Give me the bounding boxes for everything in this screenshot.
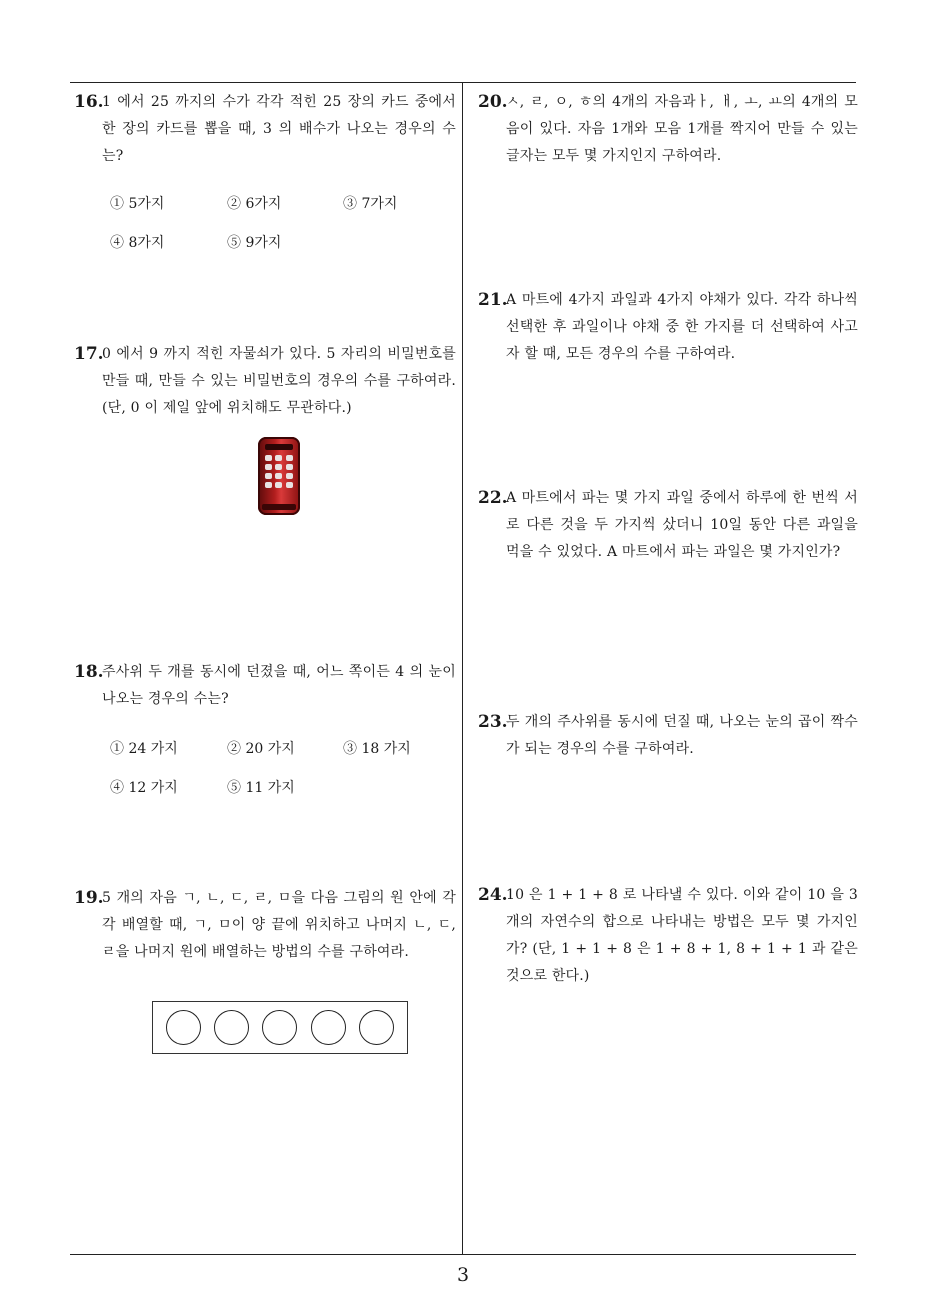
- choice-3[interactable]: ③ 7가지: [343, 196, 398, 212]
- circle-slot: [359, 1010, 394, 1045]
- choice-1[interactable]: ① 5가지: [110, 196, 165, 212]
- question-text: ㅅ, ㄹ, ㅇ, ㅎ의 4개의 자음과ㅏ, ㅐ, ㅗ, ㅛ의 4개의 모음이 있다. 자음 1개와 모음 1개를 짝지어 만들 수 있는 글자는 모두 몇 가지인지 구하여라.: [506, 94, 858, 164]
- question-number: 24.: [478, 885, 508, 905]
- bottom-rule: [70, 1254, 856, 1255]
- circle-slot: [166, 1010, 201, 1045]
- question-text: A 마트에 4가지 과일과 4가지 야채가 있다. 각각 하나씩 선택한 후 과일이나 야채 중 한 가지를 더 선택하여 사고자 할 때, 모든 경우의 수를 구하여라.: [506, 292, 858, 362]
- question-number: 20.: [478, 92, 508, 112]
- choice-4[interactable]: ④ 12 가지: [110, 780, 178, 796]
- choice-1[interactable]: ① 24 가지: [110, 741, 178, 757]
- choice-5[interactable]: ⑤ 11 가지: [227, 780, 295, 796]
- question-24: [478, 882, 858, 990]
- question-text: 10 은 1 + 1 + 8 로 나타낼 수 있다. 이와 같이 10 을 3 개의 자연수의 합으로 나타내는 방법은 모두 몇 가지인가? (단, 1 + 1 + 8 은 1 + 8 + 1, 8 + 1 + 1 과 같은 것으로 한다.): [506, 887, 858, 984]
- question-number: 22.: [478, 488, 508, 508]
- question-16: [74, 89, 456, 170]
- question-text: 1 에서 25 까지의 수가 각각 적힌 25 장의 카드 중에서 한 장의 카드를 뽑을 때, 3 의 배수가 나오는 경우의 수는?: [102, 94, 456, 164]
- question-18: [74, 659, 456, 713]
- door-lock-keypad-image: [258, 437, 300, 515]
- question-text: 5 개의 자음 ㄱ, ㄴ, ㄷ, ㄹ, ㅁ을 다음 그림의 원 안에 각각 배열할 때, ㄱ, ㅁ이 양 끝에 위치하고 나머지 ㄴ, ㄷ, ㄹ을 나머지 원에 배열하는 방법의 수를 구하여라.: [102, 890, 456, 960]
- question-23: [478, 709, 858, 763]
- choice-5[interactable]: ⑤ 9가지: [227, 235, 282, 251]
- column-divider: [462, 82, 463, 1254]
- question-number: 17.: [74, 344, 104, 364]
- circle-slot: [311, 1010, 346, 1045]
- choice-3[interactable]: ③ 18 가지: [343, 741, 411, 757]
- circle-slot: [262, 1010, 297, 1045]
- question-number: 19.: [74, 888, 104, 908]
- question-text: 0 에서 9 까지 적힌 자물쇠가 있다. 5 자리의 비밀번호를 만들 때, 만들 수 있는 비밀번호의 경우의 수를 구하여라. (단, 0 이 제일 앞에 위치해도 무관하다.): [102, 346, 456, 416]
- question-22: [478, 485, 858, 566]
- circle-slot: [214, 1010, 249, 1045]
- page-number: 3: [456, 1264, 470, 1286]
- question-21: [478, 287, 858, 368]
- choice-4[interactable]: ④ 8가지: [110, 235, 165, 251]
- question-text: A 마트에서 파는 몇 가지 과일 중에서 하루에 한 번씩 서로 다른 것을 두 가지씩 샀더니 10일 동안 다른 과일을 먹을 수 있었다. A 마트에서 파는 과일은 몇 가지인가?: [506, 490, 858, 560]
- question-text: 주사위 두 개를 동시에 던졌을 때, 어느 쪽이든 4 의 눈이 나오는 경우의 수는?: [102, 664, 456, 707]
- circles-diagram: [152, 1001, 408, 1054]
- question-text: 두 개의 주사위를 동시에 던질 때, 나오는 눈의 곱이 짝수가 되는 경우의 수를 구하여라.: [506, 714, 858, 757]
- question-17: [74, 341, 456, 422]
- question-number: 16.: [74, 92, 104, 112]
- question-number: 18.: [74, 662, 104, 682]
- question-20: [478, 89, 858, 170]
- question-number: 21.: [478, 290, 508, 310]
- top-rule: [70, 82, 856, 83]
- choice-2[interactable]: ② 20 가지: [227, 741, 295, 757]
- choice-2[interactable]: ② 6가지: [227, 196, 282, 212]
- question-number: 23.: [478, 712, 508, 732]
- question-19: [74, 885, 456, 966]
